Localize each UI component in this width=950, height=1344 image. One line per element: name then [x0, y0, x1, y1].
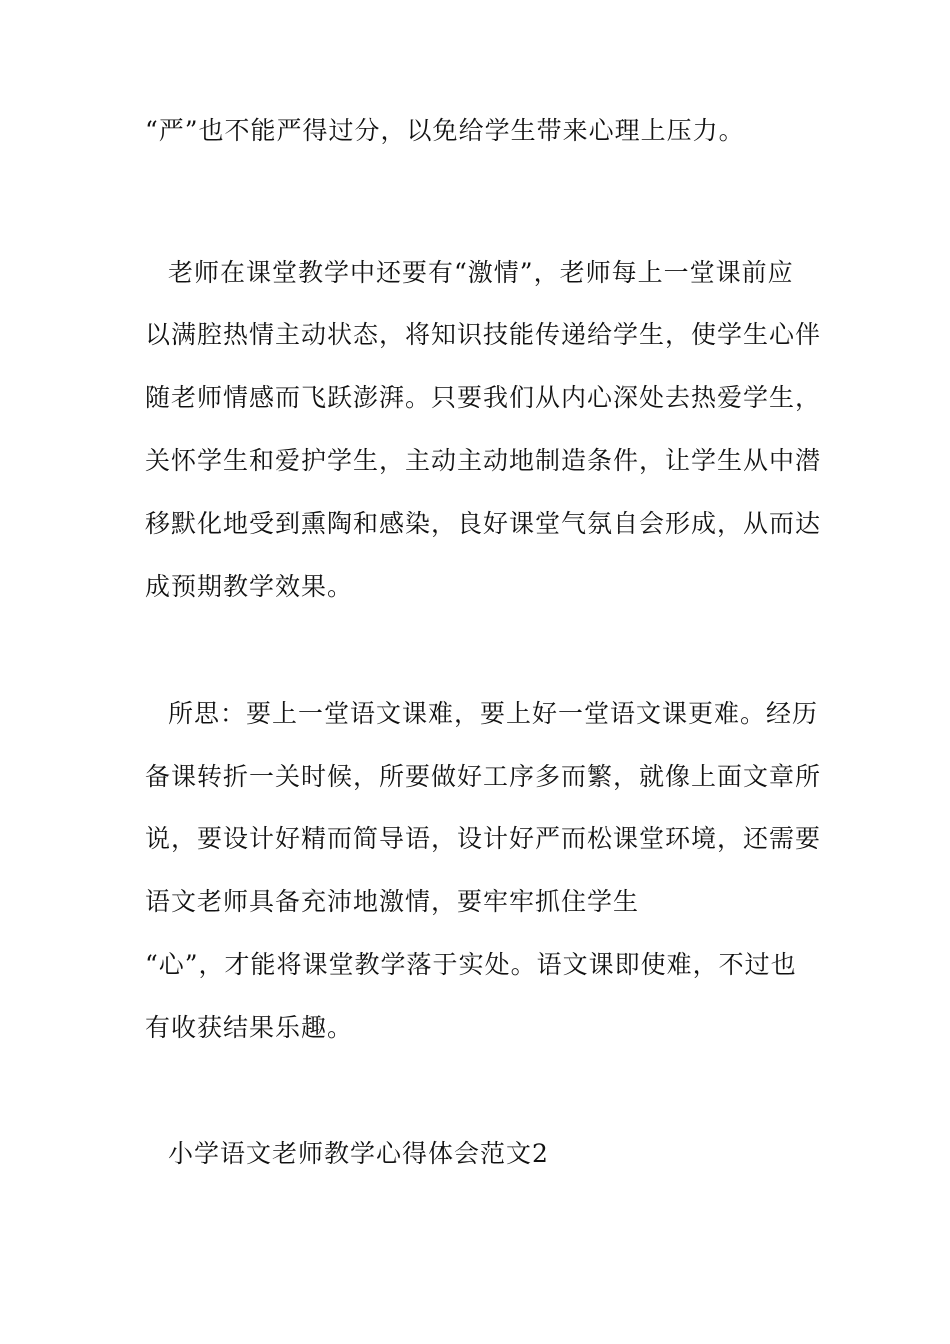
paragraph-2-line-4: 关怀学生和爱护学生，主动主动地制造条件，让学生从中潜 — [145, 446, 822, 475]
paragraph-2-line-2: 以满腔热情主动状态，将知识技能传递给学生，使学生心伴 — [145, 320, 822, 349]
paragraph-2-line-6: 成预期教学效果。 — [145, 572, 354, 601]
paragraph-2-line-1: 老师在课堂教学中还要有“激情”，老师每上一堂课前应 — [168, 258, 794, 287]
paragraph-3-line-3: 说，要设计好精而简导语，设计好严而松课堂环境，还需要 — [145, 824, 822, 853]
paragraph-3-line-1: 所思：要上一堂语文课难，要上好一堂语文课更难。经历 — [168, 699, 819, 728]
paragraph-2-line-3: 随老师情感而飞跃澎湃。只要我们从内心深处去热爱学生， — [145, 383, 822, 412]
paragraph-3-line-6: 有收获结果乐趣。 — [145, 1013, 354, 1042]
paragraph-3-line-4: 语文老师具备充沛地激情，要牢牢抓住学生 — [145, 887, 640, 916]
paragraph-3-line-2: 备课转折一关时候，所要做好工序多而繁，就像上面文章所 — [145, 762, 822, 791]
paragraph-1-line-1: “严”也不能严得过分，以免给学生带来心理上压力。 — [145, 116, 745, 145]
paragraph-2-line-5: 移默化地受到熏陶和感染，良好课堂气氛自会形成，从而达 — [145, 509, 822, 538]
paragraph-3-line-5: “心”，才能将课堂教学落于实处。语文课即使难，不过也 — [145, 950, 797, 979]
section-heading: 小学语文老师教学心得体会范文2 — [168, 1139, 549, 1168]
